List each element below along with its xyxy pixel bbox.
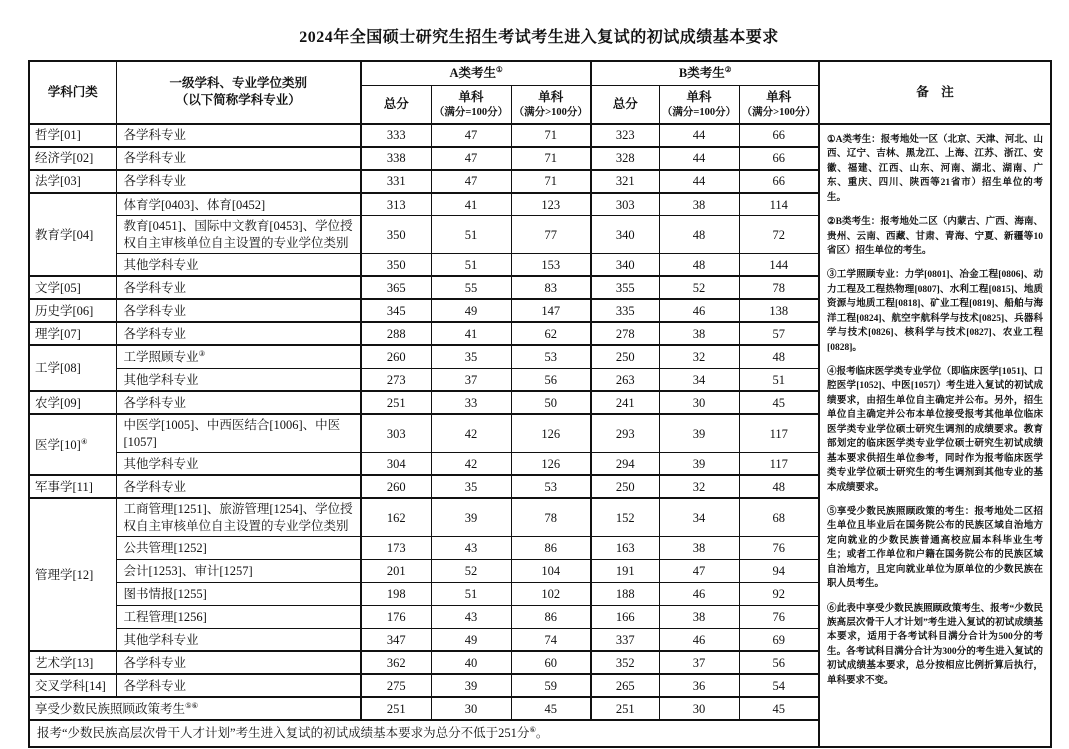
score-cell: 45 — [739, 391, 819, 414]
score-cell: 44 — [659, 170, 739, 193]
score-cell: 323 — [591, 124, 659, 147]
score-cell: 47 — [431, 147, 511, 170]
score-cell: 331 — [361, 170, 431, 193]
score-cell: 66 — [739, 124, 819, 147]
subject-cell: 其他学科专业 — [116, 452, 361, 475]
score-cell: 162 — [361, 498, 431, 536]
header-single-sub: （满分=100分） — [661, 106, 737, 118]
score-cell: 49 — [431, 628, 511, 651]
score-cell: 72 — [739, 216, 819, 254]
subject-cell: 工学照顾专业③ — [116, 345, 361, 368]
subject-cell: 其他学科专业 — [116, 368, 361, 391]
category-cell: 文学[05] — [29, 276, 116, 299]
score-cell: 36 — [659, 674, 739, 697]
score-cell: 71 — [511, 147, 591, 170]
footnote-marker: ⑥ — [529, 726, 536, 735]
score-cell: 152 — [591, 498, 659, 536]
header-remarks: 备 注 — [819, 61, 1051, 124]
score-cell: 251 — [361, 697, 431, 720]
category-cell: 管理学[12] — [29, 498, 116, 651]
score-cell: 30 — [659, 697, 739, 720]
header-b-single-over100 — [739, 85, 819, 124]
score-cell: 114 — [739, 193, 819, 216]
category-cell: 哲学[01] — [29, 124, 116, 147]
header-b-single-100 — [659, 85, 739, 124]
score-cell: 42 — [431, 414, 511, 452]
category-cell: 理学[07] — [29, 322, 116, 345]
score-cell: 53 — [511, 345, 591, 368]
score-cell: 350 — [361, 216, 431, 254]
subject-cell: 各学科专业 — [116, 674, 361, 697]
score-cell: 38 — [659, 193, 739, 216]
score-cell: 68 — [739, 498, 819, 536]
score-cell: 32 — [659, 475, 739, 498]
category-cell: 经济学[02] — [29, 147, 116, 170]
score-cell: 48 — [739, 475, 819, 498]
score-cell: 38 — [659, 605, 739, 628]
category-cell: 历史学[06] — [29, 299, 116, 322]
score-cell: 250 — [591, 345, 659, 368]
score-cell: 294 — [591, 452, 659, 475]
score-cell: 188 — [591, 582, 659, 605]
score-cell: 198 — [361, 582, 431, 605]
score-cell: 39 — [431, 674, 511, 697]
score-cell: 86 — [511, 536, 591, 559]
score-cell: 71 — [511, 170, 591, 193]
score-cell: 45 — [511, 697, 591, 720]
score-cell: 43 — [431, 605, 511, 628]
header-row-1 — [29, 61, 1051, 85]
score-cell: 345 — [361, 299, 431, 322]
score-cell: 48 — [659, 216, 739, 254]
score-cell: 362 — [361, 651, 431, 674]
score-cell: 273 — [361, 368, 431, 391]
score-cell: 52 — [659, 276, 739, 299]
subject-cell: 其他学科专业 — [116, 253, 361, 276]
subject-cell: 其他学科专业 — [116, 628, 361, 651]
score-cell: 45 — [739, 697, 819, 720]
footnote-marker: ④ — [80, 437, 88, 446]
subject-cell: 工商管理[1251]、旅游管理[1254]、学位授权自主审核单位自主设置的专业学位类别 — [116, 498, 361, 536]
subject-cell: 各学科专业 — [116, 391, 361, 414]
header-group-a-label: A类考生 — [449, 66, 497, 80]
score-table-body — [29, 124, 1051, 747]
score-cell: 250 — [591, 475, 659, 498]
score-cell: 260 — [361, 475, 431, 498]
score-table — [28, 60, 1052, 748]
header-single-label: 单科 — [766, 89, 792, 104]
score-cell: 288 — [361, 322, 431, 345]
subject-cell: 各学科专业 — [116, 276, 361, 299]
score-cell: 32 — [659, 345, 739, 368]
score-cell: 313 — [361, 193, 431, 216]
score-cell: 74 — [511, 628, 591, 651]
table-header — [29, 61, 1051, 124]
score-cell: 43 — [431, 536, 511, 559]
score-cell: 265 — [591, 674, 659, 697]
header-single-label: 单科 — [686, 89, 712, 104]
score-cell: 263 — [591, 368, 659, 391]
score-cell: 40 — [431, 651, 511, 674]
score-cell: 275 — [361, 674, 431, 697]
score-cell: 52 — [431, 559, 511, 582]
score-cell: 251 — [591, 697, 659, 720]
score-cell: 49 — [431, 299, 511, 322]
score-cell: 340 — [591, 216, 659, 254]
category-cell: 教育学[04] — [29, 193, 116, 277]
score-cell: 303 — [361, 414, 431, 452]
remark-paragraph: ②B类考生：报考地处二区（内蒙古、广西、海南、贵州、云南、西藏、甘肃、青海、宁夏、新疆等10省区）招生单位的考生。 — [827, 217, 1044, 256]
score-cell: 51 — [431, 253, 511, 276]
score-cell: 321 — [591, 170, 659, 193]
footnote-marker: ⑤⑥ — [185, 701, 199, 710]
subject-cell: 各学科专业 — [116, 322, 361, 345]
score-cell: 48 — [659, 253, 739, 276]
category-cell: 交叉学科[14] — [29, 674, 116, 697]
header-subject-line1: 一级学科、专业学位类别 — [169, 75, 307, 90]
remark-paragraph: ⑥此表中享受少数民族照顾政策考生、报考“少数民族高层次骨干人才计划”考生进入复试的初试成绩基本要求，适用于各考试科目满分合计为500分的考生。各考试科目满分合计为300分的考生进入复试的初试成绩基本要求，总分按相应比例折算后执行，单科要求不变。 — [827, 603, 1044, 686]
score-cell: 94 — [739, 559, 819, 582]
score-cell: 293 — [591, 414, 659, 452]
score-cell: 38 — [659, 536, 739, 559]
score-cell: 66 — [739, 170, 819, 193]
subject-cell: 会计[1253]、审计[1257] — [116, 559, 361, 582]
score-cell: 42 — [431, 452, 511, 475]
header-group-a — [361, 61, 591, 85]
score-cell: 335 — [591, 299, 659, 322]
score-cell: 59 — [511, 674, 591, 697]
score-cell: 39 — [659, 452, 739, 475]
header-group-b-label: B类考生 — [678, 66, 725, 80]
score-cell: 34 — [659, 498, 739, 536]
subject-cell: 各学科专业 — [116, 147, 361, 170]
footnote-marker: ② — [724, 65, 732, 74]
subject-cell: 各学科专业 — [116, 170, 361, 193]
score-cell: 47 — [659, 559, 739, 582]
score-cell: 34 — [659, 368, 739, 391]
score-cell: 260 — [361, 345, 431, 368]
score-cell: 201 — [361, 559, 431, 582]
category-cell: 军事学[11] — [29, 475, 116, 498]
score-cell: 76 — [739, 536, 819, 559]
score-cell: 352 — [591, 651, 659, 674]
score-cell: 78 — [739, 276, 819, 299]
header-single-label: 单科 — [538, 89, 564, 104]
subject-cell: 中医学[1005]、中西医结合[1006]、中医[1057] — [116, 414, 361, 452]
score-cell: 44 — [659, 124, 739, 147]
score-cell: 39 — [659, 414, 739, 452]
score-cell: 38 — [659, 322, 739, 345]
header-a-single-100 — [431, 85, 511, 124]
special-policy-label: 享受少数民族照顾政策考生⑤⑥ — [29, 697, 361, 720]
score-cell: 340 — [591, 253, 659, 276]
header-a-total: 总分 — [361, 85, 431, 124]
score-cell: 176 — [361, 605, 431, 628]
table-row — [29, 124, 1051, 147]
score-cell: 347 — [361, 628, 431, 651]
score-cell: 123 — [511, 193, 591, 216]
page-title: 2024年全国硕士研究生招生考试考生进入复试的初试成绩基本要求 — [299, 29, 779, 46]
score-cell: 66 — [739, 147, 819, 170]
subject-cell: 各学科专业 — [116, 475, 361, 498]
score-cell: 126 — [511, 452, 591, 475]
header-b-total: 总分 — [591, 85, 659, 124]
score-cell: 46 — [659, 582, 739, 605]
header-single-sub: （满分>100分） — [513, 106, 588, 118]
score-cell: 104 — [511, 559, 591, 582]
header-category: 学科门类 — [29, 61, 116, 124]
score-cell: 47 — [431, 124, 511, 147]
score-cell: 37 — [659, 651, 739, 674]
score-cell: 337 — [591, 628, 659, 651]
score-cell: 46 — [659, 628, 739, 651]
score-cell: 278 — [591, 322, 659, 345]
score-cell: 166 — [591, 605, 659, 628]
score-cell: 86 — [511, 605, 591, 628]
score-cell: 304 — [361, 452, 431, 475]
score-cell: 328 — [591, 147, 659, 170]
score-cell: 147 — [511, 299, 591, 322]
header-subject — [116, 61, 361, 124]
subject-cell: 教育[0451]、国际中文教育[0453]、学位授权自主审核单位自主设置的专业学位类别 — [116, 216, 361, 254]
score-cell: 138 — [739, 299, 819, 322]
category-cell: 艺术学[13] — [29, 651, 116, 674]
score-cell: 35 — [431, 475, 511, 498]
score-cell: 47 — [431, 170, 511, 193]
score-cell: 51 — [739, 368, 819, 391]
score-cell: 46 — [659, 299, 739, 322]
score-cell: 55 — [431, 276, 511, 299]
header-group-b — [591, 61, 819, 85]
score-cell: 56 — [739, 651, 819, 674]
remark-paragraph: ④报考临床医学类专业学位（即临床医学[1051]、口腔医学[1052]、中医[1057]）考生进入复试的初试成绩要求，由招生单位自主确定并公布。另外，招生单位自主确定并公布本单位接受报考其他单位临床医学类专业学位硕士研究生调剂的成绩要求。教育部划定的临床医学类专业学位硕士研究生初试成绩基本要求供招生单位参考，同时作为报考临床医学类专业学位硕士研究生的考生调剂到其他专业的基本成绩要求。 — [827, 367, 1044, 493]
subject-cell: 各学科专业 — [116, 651, 361, 674]
score-cell: 57 — [739, 322, 819, 345]
category-cell: 法学[03] — [29, 170, 116, 193]
score-cell: 173 — [361, 536, 431, 559]
score-cell: 71 — [511, 124, 591, 147]
header-single-sub: （满分>100分） — [741, 106, 816, 118]
score-cell: 44 — [659, 147, 739, 170]
category-cell: 农学[09] — [29, 391, 116, 414]
score-cell: 77 — [511, 216, 591, 254]
subject-cell: 图书情报[1255] — [116, 582, 361, 605]
score-cell: 365 — [361, 276, 431, 299]
score-cell: 251 — [361, 391, 431, 414]
score-cell: 333 — [361, 124, 431, 147]
score-cell: 30 — [431, 697, 511, 720]
score-cell: 83 — [511, 276, 591, 299]
score-cell: 191 — [591, 559, 659, 582]
score-cell: 241 — [591, 391, 659, 414]
score-cell: 78 — [511, 498, 591, 536]
remark-paragraph: ③工学照顾专业：力学[0801]、冶金工程[0806]、动力工程及工程热物理[0807]、水利工程[0815]、地质资源与地质工程[0818]、矿业工程[0819]、船舶与海洋工程[0824]、航空宇航科学与技术[0825]、兵器科学与技术[0826]、核科学与技术[0827]、农业工程[0828]。 — [827, 270, 1044, 353]
score-cell: 39 — [431, 498, 511, 536]
score-cell: 37 — [431, 368, 511, 391]
score-cell: 69 — [739, 628, 819, 651]
header-subject-line2: （以下简称学科专业） — [175, 93, 301, 108]
score-cell: 30 — [659, 391, 739, 414]
footnote-marker: ③ — [198, 349, 206, 358]
score-cell: 117 — [739, 452, 819, 475]
score-cell: 33 — [431, 391, 511, 414]
header-single-sub: （满分=100分） — [433, 106, 509, 118]
score-cell: 92 — [739, 582, 819, 605]
score-cell: 350 — [361, 253, 431, 276]
remark-paragraph: ①A类考生：报考地处一区（北京、天津、河北、山西、辽宁、吉林、黑龙江、上海、江苏、浙江、安徽、福建、江西、山东、河南、湖北、湖南、广东、重庆、四川、陕西等21省市）招生单位的考生。 — [827, 134, 1044, 203]
remarks-content — [819, 124, 1051, 747]
category-cell: 医学[10]④ — [29, 414, 116, 475]
score-cell: 51 — [431, 216, 511, 254]
subject-cell: 公共管理[1252] — [116, 536, 361, 559]
score-cell: 355 — [591, 276, 659, 299]
score-cell: 76 — [739, 605, 819, 628]
score-cell: 41 — [431, 322, 511, 345]
score-cell: 126 — [511, 414, 591, 452]
score-cell: 102 — [511, 582, 591, 605]
subject-cell: 各学科专业 — [116, 299, 361, 322]
remark-paragraph: ⑤享受少数民族照顾政策的考生：报考地处二区招生单位且毕业后在国务院公布的民族区域自治地方定向就业的少数民族普通高校应届本科毕业生考生；或者工作单位和户籍在国务院公布的民族区域自治地方，且定向就业单位为原单位的少数民族在职人员考生。 — [827, 506, 1044, 590]
score-cell: 60 — [511, 651, 591, 674]
score-cell: 338 — [361, 147, 431, 170]
score-cell: 153 — [511, 253, 591, 276]
subject-cell: 体育学[0403]、体育[0452] — [116, 193, 361, 216]
footnote-marker: ① — [496, 65, 503, 74]
header-single-label: 单科 — [458, 89, 484, 104]
subject-cell: 各学科专业 — [116, 124, 361, 147]
subject-cell: 工程管理[1256] — [116, 605, 361, 628]
score-cell: 53 — [511, 475, 591, 498]
score-cell: 56 — [511, 368, 591, 391]
category-cell: 工学[08] — [29, 345, 116, 391]
score-cell: 303 — [591, 193, 659, 216]
score-cell: 51 — [431, 582, 511, 605]
score-cell: 117 — [739, 414, 819, 452]
score-cell: 48 — [739, 345, 819, 368]
score-cell: 50 — [511, 391, 591, 414]
score-cell: 35 — [431, 345, 511, 368]
score-cell: 62 — [511, 322, 591, 345]
header-a-single-over100 — [511, 85, 591, 124]
score-cell: 41 — [431, 193, 511, 216]
score-cell: 163 — [591, 536, 659, 559]
footer-note: 报考“少数民族高层次骨干人才计划”考生进入复试的初试成绩基本要求为总分不低于251分⑥。 — [29, 720, 819, 746]
score-cell: 54 — [739, 674, 819, 697]
score-cell: 144 — [739, 253, 819, 276]
